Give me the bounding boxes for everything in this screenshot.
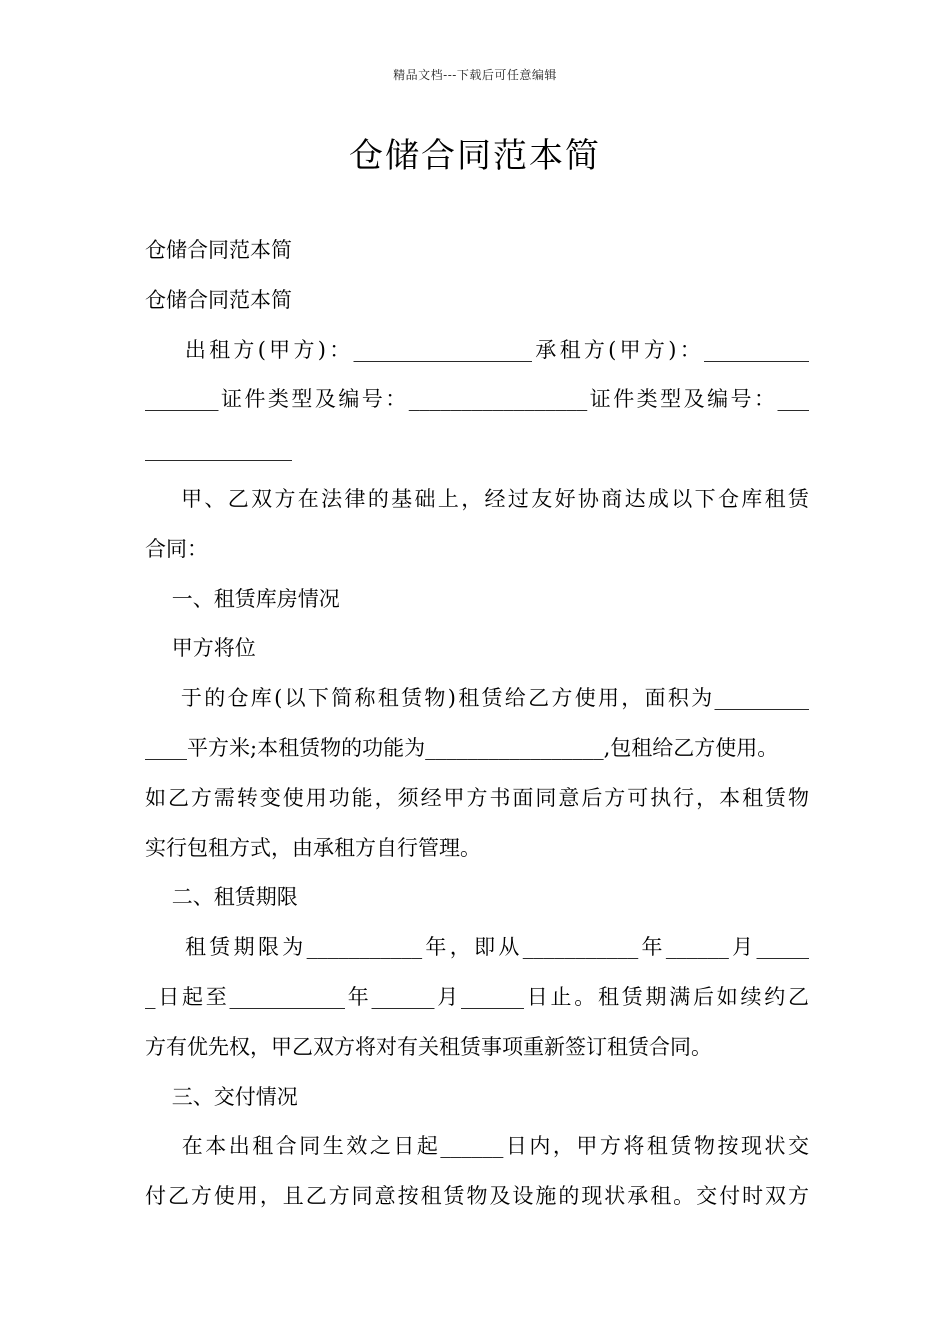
section-heading-1: 一、租赁库房情况 (145, 586, 340, 611)
body-line: 如乙方需转变使用功能，须经甲方书面同意后方可执行，本租赁物 (145, 785, 809, 810)
blank-line: ______________ (145, 437, 292, 462)
body-line: 付乙方使用，且乙方同意按租赁物及设施的现状承租。交付时双方 (145, 1184, 809, 1209)
header-note: 精品文档---下载后可任意编辑 (393, 68, 557, 82)
body-line: 合同： (145, 536, 208, 561)
body-line: 租赁期限为___________年，即从___________年______月_____ (145, 935, 809, 960)
body-line: _日起至___________年______月______日止。租赁期满后如续约乙 (145, 984, 809, 1009)
body-line: 仓储合同范本简 (145, 287, 292, 312)
body-line: 在本出租合同生效之日起______日内，甲方将租赁物按现状交 (145, 1134, 809, 1159)
body-line: 甲、乙双方在法律的基础上，经过友好协商达成以下仓库租赁 (145, 486, 809, 511)
body-line: 实行包租方式，由承租方自行管理。 (145, 835, 481, 860)
section-heading-2: 二、租赁期限 (145, 885, 298, 910)
body-line: 于的仓库(以下简称租赁物)租赁给乙方使用，面积为_________ (145, 686, 809, 711)
section-heading-3: 三、交付情况 (145, 1084, 298, 1109)
body-line: ____平方米;本租赁物的功能为_________________,包租给乙方使用。 (145, 735, 779, 760)
body-line: 方有优先权，甲乙双方将对有关租赁事项重新签订租赁合同。 (145, 1034, 712, 1059)
body-line: 仓储合同范本简 (145, 238, 292, 262)
document-title: 仓储合同范本简 (349, 136, 601, 176)
id-type-line: _______证件类型及编号：_________________证件类型及编号：___ (145, 387, 809, 412)
body-line: 甲方将位 (145, 636, 256, 661)
party-a-line: 出租方(甲方)：_________________承租方(甲方)：__________ (145, 337, 809, 362)
document-body (145, 226, 809, 1222)
